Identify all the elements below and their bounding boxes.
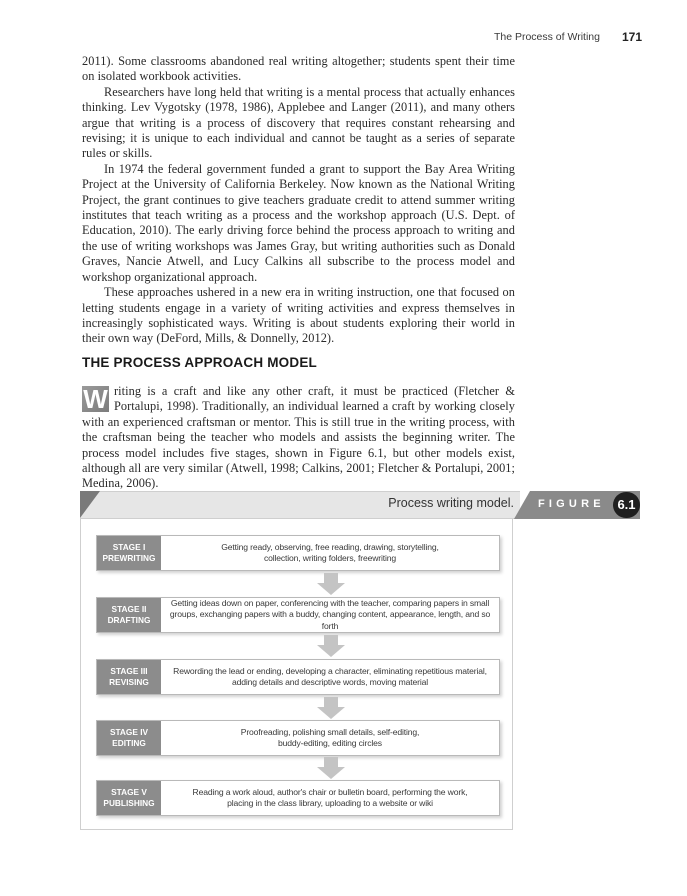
figure-number-badge: 6.1: [613, 492, 640, 518]
description-line: Getting ideas down on paper, conferencing with the teacher, comparing papers in small: [170, 597, 490, 608]
stage-editing: [96, 720, 500, 756]
stage-name: EDITING: [112, 738, 146, 748]
stage-prewriting: [96, 535, 500, 571]
stage-label: [97, 536, 161, 570]
stage-number: STAGE V: [111, 787, 147, 797]
stage-description: [161, 781, 499, 815]
running-head-title: The Process of Writing: [493, 31, 600, 43]
stage-name: PUBLISHING: [103, 798, 155, 808]
running-head: [440, 30, 642, 44]
down-arrow-icon: [317, 697, 345, 719]
stage-label: [97, 721, 161, 755]
paragraph: 2011). Some classrooms abandoned real writing altogether; students spent their time on isolated workbook activities.: [82, 54, 515, 84]
paragraph-with-dropcap: [82, 384, 515, 492]
down-arrow-icon: [317, 757, 345, 779]
stage-drafting: [96, 597, 500, 633]
stage-number: STAGE II: [111, 604, 147, 614]
stage-description: [161, 598, 499, 632]
stage-description: [161, 536, 499, 570]
figure-caption: Process writing model.: [388, 496, 514, 510]
corner-triangle-decoration: [80, 491, 100, 518]
stage-publishing: [96, 780, 500, 816]
section-heading: THE PROCESS APPROACH MODEL: [82, 355, 317, 370]
down-arrow-icon: [317, 573, 345, 595]
description-line: collection, writing folders, freewriting: [263, 553, 397, 563]
figure-banner: [80, 491, 640, 519]
body-section-1: [82, 54, 515, 347]
paragraph: Researchers have long held that writing is a mental process that actually enhances thinking. Lev Vygotsky (1978, 1986), Applebee and Langer (2011), and many others argue that writing is a process of discovery that requires constant rehearsing and revising; it is unique to each individual and cannot be taught as a series of separate rules or skills.: [82, 84, 515, 161]
stage-description: [161, 721, 499, 755]
description-line: Rewording the lead or ending, developing a character, eliminating repetitious material,: [173, 665, 487, 676]
description-line: adding details and descriptive words, moving material: [231, 677, 429, 687]
description-line: buddy-editing, editing circles: [278, 738, 382, 748]
stage-number: STAGE I: [112, 542, 146, 552]
description-line: Reading a work aloud, author's chair or bulletin board, performing the work,: [192, 786, 468, 797]
description-line: Proofreading, polishing small details, self-editing,: [240, 726, 420, 737]
figure-tag-label: FIGURE: [538, 498, 605, 510]
stage-label: [97, 660, 161, 694]
paragraph: In 1974 the federal government funded a grant to support the Bay Area Writing Project at the University of California Berkeley. Now known as the National Writing Project, the grant continues to give teachers graduate credit to attend summer writing institutes that teach writing as a process and the workshop approach (U.S. Dept. of Education, 2010). The early driving force behind the process approach to writing and the use of writing workshops was James Gray, but writing authorities such as Donald Graves, Nancie Atwell, and Lucy Calkins all subscribe to the process model and workshop organizational approach.: [82, 161, 515, 284]
stage-name: REVISING: [109, 677, 149, 687]
body-section-2: [82, 384, 515, 492]
stage-number: STAGE IV: [109, 727, 149, 737]
description-line: Getting ready, observing, free reading, drawing, storytelling,: [221, 541, 439, 552]
description-line: placing in the class library, uploading to a website or wiki: [227, 798, 433, 808]
description-line: groups, exchanging papers with a buddy, changing content, appearance, length, and so forth: [169, 609, 491, 631]
paragraph-text: riting is a craft and like any other craft, it must be practiced (Fletcher & Portalupi, 1998). Traditionally, an individual learned a craft by working closely with an experienced craftsman or mentor. This is still true in the writing process, with the craftsman being the teacher who models and assists the beginning writer. The process model includes five stages, shown in Figure 6.1, but other models exist, although all are very similar (Atwell, 1998; Calkins, 2001; Fletcher & Portalupi, 2001; Medina, 2006).: [82, 384, 515, 491]
stage-number: STAGE III: [110, 666, 148, 676]
page-number: 171: [621, 30, 642, 44]
paragraph: These approaches ushered in a new era in writing instruction, one that focused on letting students engage in a variety of writing activities and express themselves in increasingly sophisticated ways. Writing is about students exploring their world in their own way (DeFord, Mills, & Donnelly, 2012).: [82, 285, 515, 346]
down-arrow-icon: [317, 635, 345, 657]
stage-label: [97, 598, 161, 632]
stage-label: [97, 781, 161, 815]
stage-name: PREWRITING: [102, 553, 156, 563]
drop-cap: W: [83, 384, 108, 414]
stage-description: [161, 660, 499, 694]
stage-revising: [96, 659, 500, 695]
stage-name: DRAFTING: [107, 615, 151, 625]
